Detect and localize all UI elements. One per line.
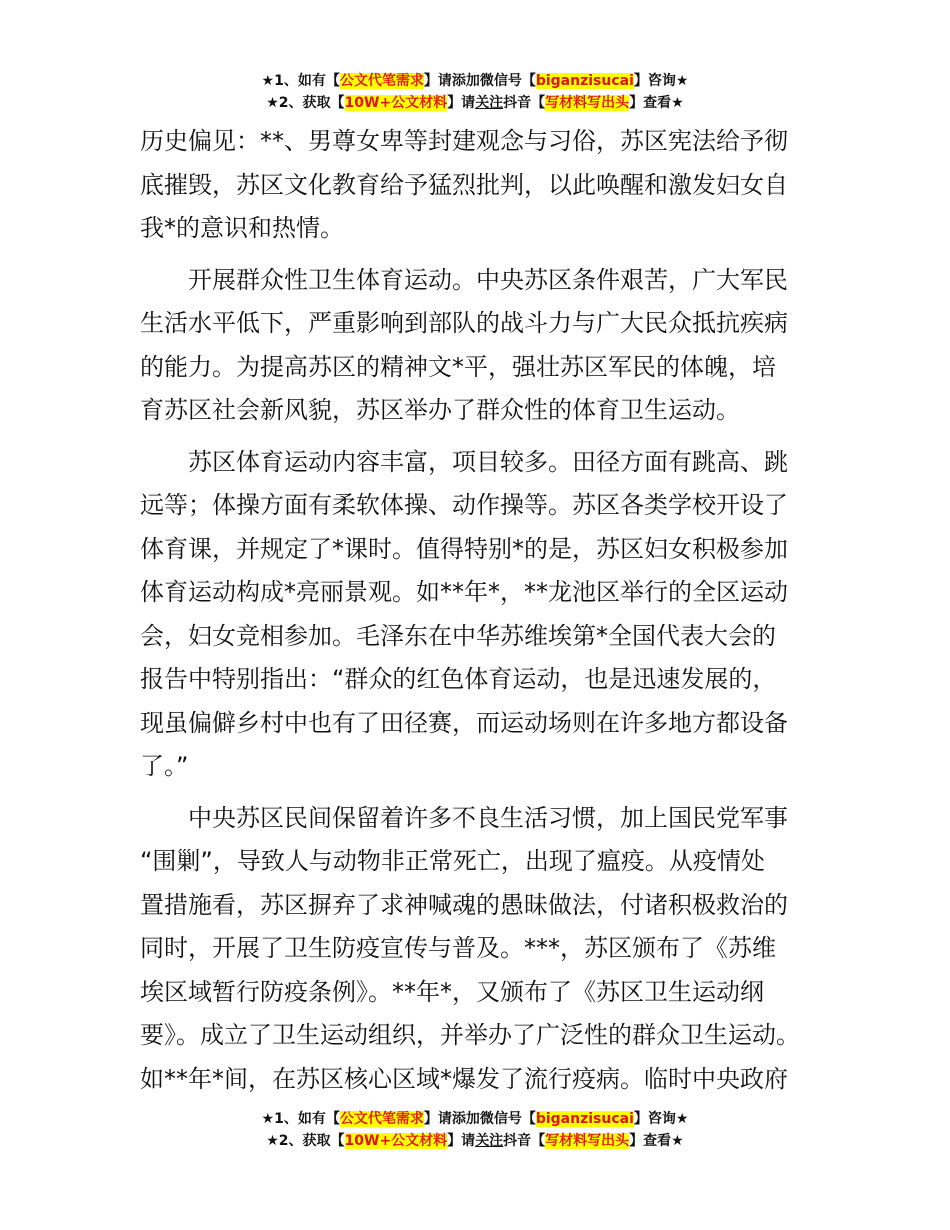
follow-underlined: 关注 <box>475 95 504 111</box>
text-line: 体育运动构成*亮丽景观。如**年*，**龙池区举行的全区运动 <box>140 578 788 606</box>
text-line: 置措施看，苏区摒弃了求神喊魂的愚昧做法，付诸积极救治的 <box>140 890 788 919</box>
paragraph <box>140 259 820 433</box>
text-line: 会，妇女竞相参加。毛泽东在中华苏维埃第*全国代表大会的 <box>140 621 776 650</box>
text-line: 远等；体操方面有柔软体操、动作操等。苏区各类学校开设了 <box>140 491 788 519</box>
text-line: 报告中特别指出：“群众的红色体育运动，也是迅速发展的， <box>140 665 777 693</box>
banner-text: 】请 <box>447 1133 476 1149</box>
text-line: 了。” <box>140 752 189 780</box>
banner-text: 】请添加微信号【 <box>423 1111 536 1127</box>
document-body <box>140 120 820 1101</box>
footer-banner <box>0 1108 950 1152</box>
banner-text: ★2、获取【 <box>266 1133 345 1149</box>
banner-text: 】查看★ <box>629 1133 684 1149</box>
banner-line-2 <box>0 92 950 114</box>
highlight-douyin-account: 写材料写出头 <box>545 1133 630 1149</box>
header-banner <box>0 70 950 114</box>
text-line: 中央苏区民间保留着许多不良生活习惯，加上国民党军事 <box>188 803 788 832</box>
follow-underlined: 关注 <box>475 1133 504 1149</box>
highlight-wechat-id: biganzisucai <box>535 73 634 89</box>
text-line: 现虽偏僻乡村中也有了田径赛，而运动场则在许多地方都设备 <box>140 708 788 737</box>
text-line: 育苏区社会新风貌，苏区举办了群众性的体育卫生运动。 <box>140 396 740 424</box>
banner-text: 抖音【 <box>503 95 546 111</box>
banner-line-1 <box>0 1108 950 1130</box>
highlight-materials: 10W+公文材料 <box>344 95 448 111</box>
highlight-wechat-id: biganzisucai <box>535 1111 634 1127</box>
text-line: 如**年*间，在苏区核心区域*爆发了流行疫病。临时中央政府 <box>140 1064 788 1093</box>
text-line: 开展群众性卫生体育运动。中央苏区条件艰苦，广大军民 <box>188 265 788 294</box>
text-line: 的能力。为提高苏区的精神文*平，强壮苏区军民的体魄，培 <box>140 352 776 381</box>
banner-text: ★2、获取【 <box>266 95 345 111</box>
text-line: “围剿”，导致人与动物非正常死亡，出现了瘟疫。从疫情处 <box>140 847 765 875</box>
text-line: 生活水平低下，严重影响到部队的战斗力与广大民众抵抗疾病 <box>140 309 788 337</box>
text-line: 底摧毁，苏区文化教育给予猛烈批判，以此唤醒和激发妇女自 <box>140 170 788 199</box>
text-line: 同时，开展了卫生防疫宣传与普及。***，苏区颁布了《苏维 <box>140 934 776 962</box>
paragraph <box>140 120 820 251</box>
paragraph <box>140 797 820 1102</box>
text-line: 苏区体育运动内容丰富，项目较多。田径方面有跳高、跳 <box>188 447 788 476</box>
highlight-materials: 10W+公文材料 <box>344 1133 448 1149</box>
banner-text: 】咨询★ <box>633 1111 689 1127</box>
text-line: 埃区域暂行防疫条例》。**年*，又颁布了《苏区卫生运动纲 <box>140 977 764 1006</box>
text-line: 体育课，并规定了*课时。值得特别*的是，苏区妇女积极参加 <box>140 534 788 563</box>
highlight-service: 公文代笔需求 <box>339 73 424 89</box>
banner-text: 抖音【 <box>503 1133 546 1149</box>
banner-text: 】咨询★ <box>633 73 689 89</box>
text-line: 要》。成立了卫生运动组织，并举办了广泛性的群众卫生运动。 <box>140 1021 800 1049</box>
banner-text: 】查看★ <box>629 95 684 111</box>
banner-text: 】请添加微信号【 <box>423 73 536 89</box>
banner-line-1 <box>0 70 950 92</box>
banner-line-2 <box>0 1130 950 1152</box>
banner-text: ★1、如有【 <box>261 1111 340 1127</box>
banner-text: 】请 <box>447 95 476 111</box>
highlight-service: 公文代笔需求 <box>339 1111 424 1127</box>
text-line: 我*的意识和热情。 <box>140 214 344 242</box>
paragraph <box>140 441 820 789</box>
highlight-douyin-account: 写材料写出头 <box>545 95 630 111</box>
banner-text: ★1、如有【 <box>261 73 340 89</box>
text-line: 历史偏见：**、男尊女卑等封建观念与习俗，苏区宪法给予彻 <box>140 127 788 155</box>
